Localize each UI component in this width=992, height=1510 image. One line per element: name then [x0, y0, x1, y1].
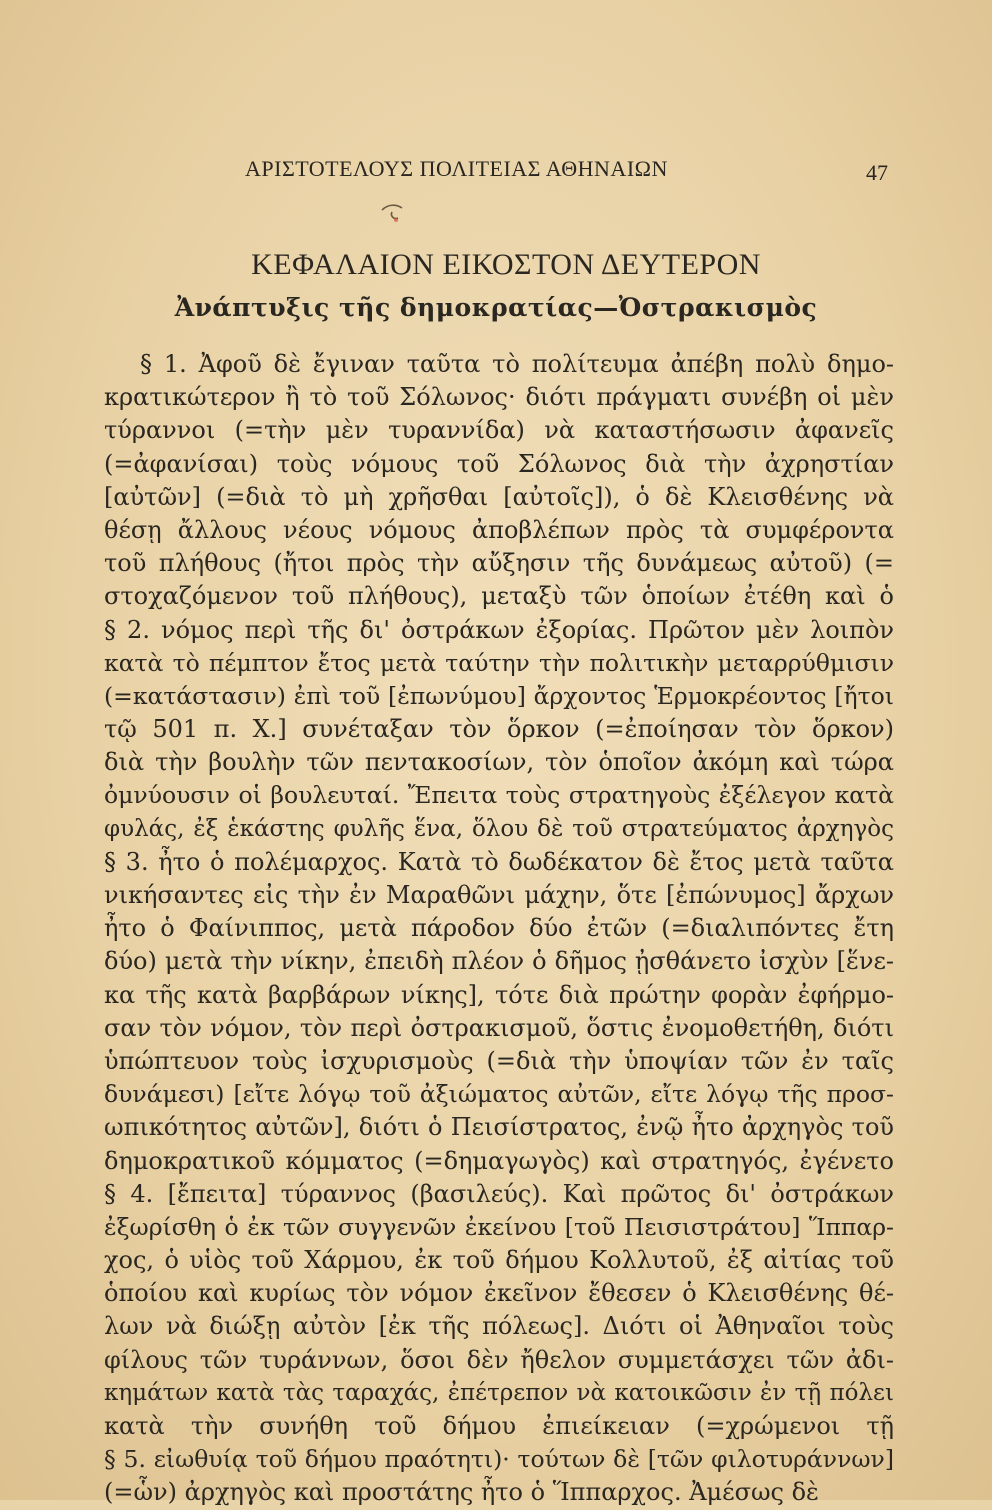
text-line: τύραννοι (=τὴν μὲν τυραννίδα) νὰ καταστήσωσιν ἀφανεῖς [104, 416, 894, 445]
text-line: ἦτο ὁ Φαίνιππος, μετὰ πάροδον δύο ἐτῶν (=διαλιπόντες ἔτη [104, 914, 894, 943]
text-line: δυνάμεσι) [εἴτε λόγῳ τοῦ ἀξιώματος αὐτῶν, εἴτε λόγῳ τῆς προσ- [104, 1080, 894, 1109]
running-title: ΑΡΙΣΤΟΤΕΛΟΥΣ ΠΟΛΙΤΕΙΑΣ ΑΘΗΝΑΙΩΝ [245, 156, 668, 181]
text-line: φυλάς, ἐξ ἑκάστης φυλῆς ἕνα, ὅλου δὲ τοῦ στρατεύματος ἀρχηγὸς [104, 815, 894, 842]
text-line: σαν τὸν νόμον, τὸν περὶ ὀστρακισμοῦ, ὅστις ἐνομοθετήθη, διότι [104, 1013, 894, 1042]
text-line: ὀμνύουσιν οἱ βουλευταί. Ἔπειτα τοὺς στρατηγοὺς ἐξέλεγον κατὰ [104, 781, 894, 810]
text-line: [αὐτῶν] (=διὰ τὸ μὴ χρῆσθαι [αὐτοῖς]), ὁ δὲ Κλεισθένης νὰ [104, 482, 894, 511]
text-line: δημοκρατικοῦ κόμματος (=δημαγωγὸς) καὶ στρατηγός, ἐγένετο [104, 1146, 894, 1175]
text-line: ἐξωρίσθη ὁ ἐκ τῶν συγγενῶν ἐκείνου [τοῦ Πεισιστράτου] Ἵππαρ- [104, 1212, 894, 1241]
page-number: 47 [866, 160, 888, 185]
chapter-subtitle: Ἀνάπτυξις τῆς δημοκρατίας—Ὀστρακισμὸς [174, 293, 818, 322]
text-line: λων νὰ διώξῃ αὐτὸν [ἐκ τῆς πόλεως]. Διότι οἱ Ἀθηναῖοι τοὺς [104, 1312, 894, 1341]
text-line: (=ἀφανίσαι) τοὺς νόμους τοῦ Σόλωνος διὰ τὴν ἀχρηστίαν [104, 449, 894, 478]
text-line: κα τῆς κατὰ βαρβάρων νίκης], τότε διὰ πρώτην φορὰν ἐφήρμο- [104, 980, 894, 1009]
text-line: κατὰ τὴν συνήθη τοῦ δήμου ἐπιείκειαν (=χρώμενοι τῇ [104, 1412, 894, 1440]
text-line: θέσῃ ἄλλους νέους νόμους ἀποβλέπων πρὸς τὰ συμφέροντα [104, 515, 894, 544]
ink-mark-icon [378, 200, 408, 226]
text-line: διὰ τὴν βουλὴν τῶν πεντακοσίων, τὸν ὁποῖον ἀκόμη καὶ τώρα [104, 748, 894, 777]
text-line: § 1. Ἀφοῦ δὲ ἔγιναν ταῦτα τὸ πολίτευμα ἀπέβη πολὺ δημο- [140, 350, 894, 378]
text-line: στοχαζόμενον τοῦ πλήθους), μεταξὺ τῶν ὁποίων ἐτέθη καὶ ὁ [104, 582, 894, 611]
text-line: (=ὧν) ἀρχηγὸς καὶ προστάτης ἦτο ὁ Ἵππαρχος. Ἀμέσως δὲ [104, 1478, 819, 1507]
text-line: ὁποίου καὶ κυρίως τὸν νόμον ἐκεῖνον ἔθεσεν ὁ Κλεισθένης θέ- [104, 1279, 894, 1308]
text-line: κρατικώτερον ἢ τὸ τοῦ Σόλωνος· διότι πράγματι συνέβη οἱ μὲν [104, 383, 894, 412]
text-line: ωπικότητος αὐτῶν], διότι ὁ Πεισίστρατος, ἐνῷ ἦτο ἀρχηγὸς τοῦ [104, 1113, 894, 1142]
text-line: (=κατάστασιν) ἐπὶ τοῦ [ἐπωνύμου] ἄρχοντος Ἑρμοκρέοντος [ἤτοι [104, 681, 894, 710]
text-line: τοῦ πλήθους (ἤτοι πρὸς τὴν αὔξησιν τῆς δυνάμεως αὐτοῦ) (= [104, 549, 894, 578]
text-line: ὑπώπτευον τοὺς ἰσχυρισμοὺς (=διὰ τὴν ὑποψίαν τῶν ἐν ταῖς [104, 1046, 894, 1075]
text-line: κημάτων κατὰ τὰς ταραχάς, ἐπέτρεπον νὰ κατοικῶσιν ἐν τῇ πόλει [104, 1379, 894, 1406]
text-line: § 4. [ἔπειτα] τύραννος (βασιλεύς). Καὶ πρῶτος δι' ὀστράκων [104, 1179, 894, 1208]
text-line: § 5. εἰωθυίᾳ τοῦ δήμου πραότητι)· τούτων δὲ [τῶν φιλοτυράννων] [104, 1445, 894, 1474]
text-line: νικήσαντες εἰς τὴν ἐν Μαραθῶνι μάχην, ὅτε [ἐπώνυμος] ἄρχων [104, 881, 894, 909]
text-line: φίλους τῶν τυράννων, ὅσοι δὲν ἤθελον συμμετάσχει τῶν ἀδι- [104, 1345, 894, 1374]
text-line: τῷ 501 π. Χ.] συνέταξαν τὸν ὅρκον (=ἐποίησαν τὸν ὅρκον) [104, 715, 894, 744]
body-text [104, 348, 894, 1510]
text-line: κατὰ τὸ πέμπτον ἔτος μετὰ ταύτην τὴν πολιτικὴν μεταρρύθμισιν [104, 648, 894, 677]
text-line: § 2. νόμος περὶ τῆς δι' ὀστράκων ἐξορίας. Πρῶτον μὲν λοιπὸν [104, 615, 894, 644]
text-line: § 3. ἦτο ὁ πολέμαρχος. Κατὰ τὸ δωδέκατον δὲ ἔτος μετὰ ταῦτα [104, 847, 894, 876]
chapter-title: ΚΕΦΑΛΑΙΟΝ ΕΙΚΟΣΤΟΝ ΔΕΥΤΕΡΟΝ [251, 248, 761, 281]
running-head [0, 156, 992, 190]
text-line: χος, ὁ υἱὸς τοῦ Χάρμου, ἐκ τοῦ δήμου Κολλυτοῦ, ἐξ αἰτίας τοῦ [104, 1246, 894, 1275]
text-line: δύο) μετὰ τὴν νίκην, ἐπειδὴ πλέον ὁ δῆμος ᾐσθάνετο ἰσχὺν [ἕνε- [104, 947, 894, 976]
